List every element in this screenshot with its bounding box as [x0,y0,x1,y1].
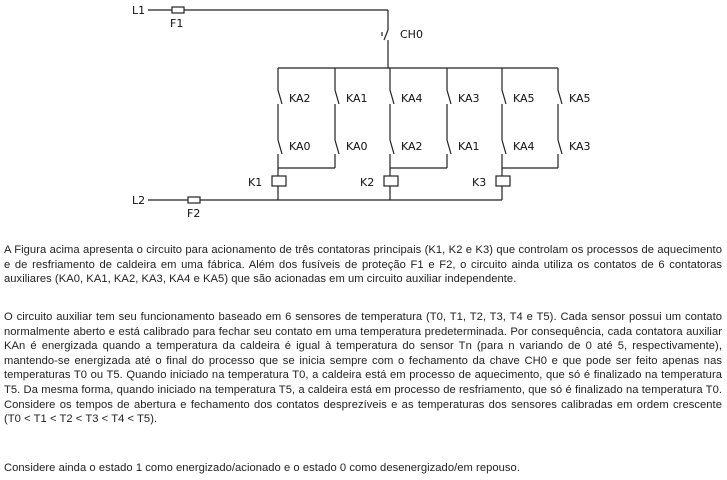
branch-2-top-contact: KA1 [346,92,368,105]
branch-1-bottom-contact: KA0 [289,140,311,153]
switch-ch0 [382,30,388,68]
branch-1-top-contact: KA2 [289,92,311,105]
branch-4-wiring [390,68,451,168]
branch-3-wiring [390,68,394,176]
label-k3: K3 [472,176,487,189]
coil-k3 [496,176,510,186]
label-ch0: CH0 [400,28,423,41]
branch-2-wiring [278,68,339,168]
branch-5-bottom-contact: KA4 [513,140,535,153]
branch-6-wiring [502,68,562,168]
branch-3-bottom-contact: KA2 [401,140,423,153]
coil-k2 [384,176,398,186]
label-f1: F1 [170,17,184,30]
label-l1: L1 [132,4,146,17]
label-k2: K2 [360,176,375,189]
fuse-f2 [188,197,200,203]
branch-6-top-contact: KA5 [569,92,591,105]
label-l2: L2 [132,194,146,207]
paragraph-figure-description: A Figura acima apresenta o circuito para acionamento de três contatoras principais (K1, K2 e K3) que controlam os processos de aquecimento e de resfriamento de caldeira em uma fábrica. Além dos fusíveis de proteção F1 e F2, o circuito ainda utiliza os contatos de 6 contatoras auxiliares (KA0, KA1, KA2, KA3, KA4 e KA5) que são acionadas em um circuito auxiliar independente. [4,244,722,286]
paragraph-auxiliary-circuit: O circuito auxiliar tem seu funcionamento baseado em 6 sensores de temperatura (T0, T1, T2, T3, T4 e T5). Cada sensor possui um contato normalmente aberto e está calibrado para fechar seu contato em uma temperatura predeterminada. Por consequência, cada contatora auxiliar KAn é energizada quando a temperatura da caldeira é igual à temperatura do sensor Tn (para n variando de 0 até 5, respectivamente), mantendo-se energizada até o final do processo que se inicia sempre com o fechamento da chave CH0 e que pode ser feito apenas nas temperaturas T0 ou T5. Quando iniciado na temperatura T0, a caldeira está em processo de aquecimento, que só é finalizado na temperatura T5. Da mesma forma, quando iniciado na temperatura T5, a caldeira está em processo de resfriamento, que só é finalizado na temperatura T0. Considere os tempos de abertura e fechamento dos contatos desprezíveis e as temperaturas dos sensores calibradas em ordem crescente (T0 < T1 < T2 < T3 < T4 < T5). [4,311,722,426]
paragraph-state-convention: Considere ainda o estado 1 como energizado/acionado e o estado 0 como desenergizado/em repouso. [4,462,520,474]
branch-5-top-contact: KA5 [513,92,535,105]
branch-2-bottom-contact: KA0 [346,140,368,153]
branch-5-wiring [502,68,506,176]
label-f2: F2 [187,207,201,220]
coil-k1 [272,176,286,186]
branch-4-bottom-contact: KA1 [458,140,480,153]
branch-4-top-contact: KA3 [458,92,480,105]
branch-1-wiring [278,68,282,176]
branch-6-bottom-contact: KA3 [569,140,591,153]
branch-3-top-contact: KA4 [401,92,423,105]
label-k1: K1 [248,176,263,189]
fuse-f1 [172,7,184,13]
